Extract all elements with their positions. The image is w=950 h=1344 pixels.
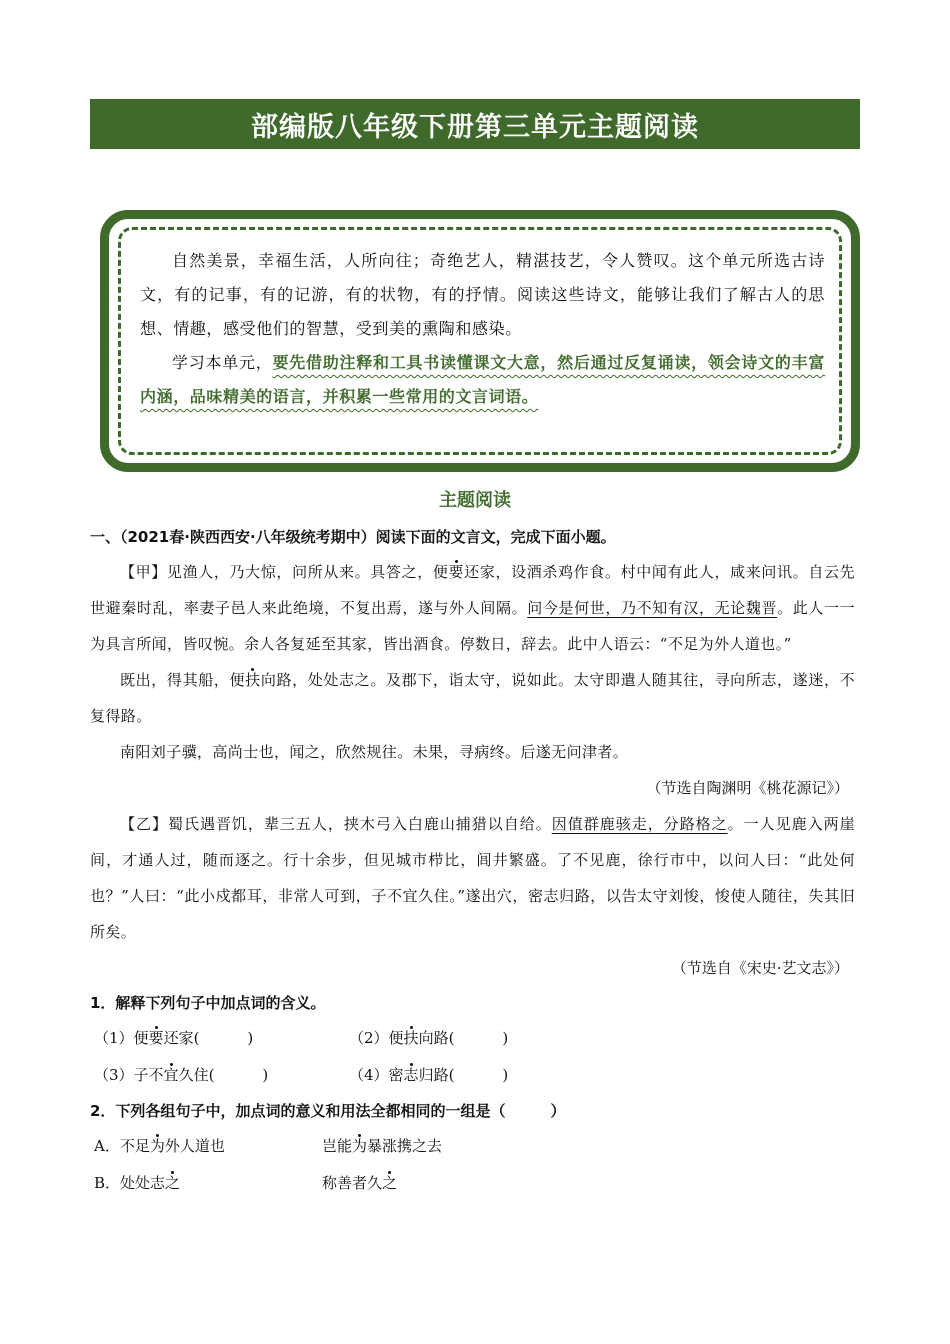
- option-a-right: [322, 1128, 855, 1165]
- text-run: ): [262, 1066, 269, 1084]
- dotted-word: 为: [149, 1137, 165, 1155]
- text-run: A．不足: [94, 1137, 150, 1155]
- text-run: 。一人见鹿入两崖间，才通人过，随而逐之。行十余步，但见城市栉比，闾井繁盛。了不见鹿，徐行市中，以问人曰：“此处何也？”人曰：“此小戍都耳，非常人可到，子不宜久住。”遂出穴，密志归路，以告太守刘悛，悛使人随往，失其旧所矣。: [90, 815, 855, 941]
- text-run: 归路(: [418, 1066, 455, 1084]
- dotted-word: 为: [352, 1137, 368, 1155]
- text-run: 向路，处处志之。及郡下，诣太守，说如此。太守即遣人随其往，寻向所志，遂迷，不复得路。: [90, 671, 856, 725]
- text-run: 还家，设酒杀鸡作食。村中闻有此人，咸来问讯。自云先世避秦时乱，率妻子邑人来此绝境，不复出焉，遂与外人间隔。: [90, 563, 856, 617]
- text-run: ): [247, 1029, 254, 1047]
- jia-paragraph-3: 南阳刘子骥，高尚士也，闻之，欣然规往。未果，寻病终。后遂无问津者。: [120, 743, 629, 761]
- sub-question-1-row: [90, 1057, 855, 1094]
- sub1-item-1: [90, 1020, 349, 1057]
- dotted-word: 扶: [245, 671, 261, 689]
- dotted-word: 宜: [163, 1066, 179, 1084]
- page-title: 部编版八年级下册第三单元主题阅读: [90, 99, 860, 149]
- text-run: 外人道也: [164, 1137, 225, 1155]
- yi-paragraph: [90, 806, 855, 950]
- text-run: 【甲】见渔人，乃大惊，问所从来。具答之，便: [120, 563, 449, 581]
- text-run: 既出，得其船，便: [120, 671, 246, 689]
- underlined-sentence: 因值群鹿骇走，分路格之: [551, 815, 728, 833]
- jia-paragraph-1: [90, 554, 855, 662]
- intro-paragraph-1: 自然美景，幸福生活，人所向往；奇绝艺人，精湛技艺，令人赞叹。这个单元所选古诗文，有的记事，有的记游，有的状物，有的抒情。阅读这些诗文，能够让我们了解古人的思想、情趣，感受他们的智慧，受到美的熏陶和感染。: [140, 251, 825, 338]
- text-run: 岂能: [322, 1137, 353, 1155]
- sub-question-1-heading: 1．解释下列句子中加点词的含义。: [90, 994, 326, 1012]
- text-run: （4）密: [349, 1066, 404, 1084]
- sub-question-1-row: [90, 1020, 855, 1057]
- text-run: 久住(: [178, 1066, 215, 1084]
- dotted-word: 要: [148, 1029, 164, 1047]
- yi-source: （节选自《宋史·艺文志》）: [671, 959, 849, 977]
- option-a[interactable]: [90, 1128, 855, 1165]
- sub1-item-2: [349, 1020, 855, 1057]
- intro-emphasis: 要先借助注释和工具书读懂课文大意，然后通过反复诵读，领会诗文的丰富内涵，品味精美的语言，并积累一些常用的文言词语。: [140, 353, 825, 406]
- text-run: 【乙】蜀氏遇晋饥，辈三五人，挟木弓入白鹿山捕猎以自给。: [120, 815, 552, 833]
- dotted-word: 志: [403, 1066, 419, 1084]
- sub-question-2-heading: 2．下列各组句子中，加点词的意义和用法全都相同的一组是（ ）: [90, 1102, 566, 1120]
- section-title: 主题阅读: [439, 490, 511, 511]
- intro-dashed-frame: [118, 227, 842, 455]
- underlined-sentence: 问今是何世，乃不知有汉，无论魏晋: [527, 599, 778, 617]
- question-1-heading: 一、（2021春·陕西西安·八年级统考期中）阅读下面的文言文，完成下面小题。: [90, 528, 616, 546]
- intro-lead: 学习本单元，: [172, 353, 273, 372]
- sub1-item-4: [349, 1057, 855, 1094]
- sub1-item-3: [90, 1057, 349, 1094]
- text-run: 。此人一一为具言所闻，皆叹惋。余人各复延至其家，皆出酒食。停数日，辞去。此中人语云：“不足为外人道也。”: [90, 599, 856, 653]
- option-b-right: [322, 1165, 855, 1202]
- text-run: 称善者久: [322, 1174, 383, 1192]
- option-b-left: [90, 1165, 322, 1202]
- intro-paragraph-2: [140, 346, 825, 414]
- option-b[interactable]: [90, 1165, 855, 1202]
- text-run: 向路(: [418, 1029, 455, 1047]
- jia-source: （节选自陶渊明《桃花源记》）: [646, 779, 849, 797]
- dotted-word: 之: [165, 1174, 181, 1192]
- dotted-word: 之: [382, 1174, 398, 1192]
- text-run: ): [502, 1066, 509, 1084]
- dotted-word: 要: [448, 563, 465, 581]
- text-run: ): [502, 1029, 509, 1047]
- text-run: （2）便: [349, 1029, 404, 1047]
- dotted-word: 扶: [403, 1029, 419, 1047]
- text-run: （1）便: [94, 1029, 149, 1047]
- text-run: 还家(: [163, 1029, 200, 1047]
- reading-content: [90, 520, 855, 1202]
- intro-box: [100, 210, 860, 472]
- text-run: B．处处志: [94, 1174, 166, 1192]
- option-a-left: [90, 1128, 322, 1165]
- text-run: （3）子不: [94, 1066, 164, 1084]
- jia-paragraph-2: [90, 662, 855, 734]
- text-run: 暴涨携之去: [367, 1137, 443, 1155]
